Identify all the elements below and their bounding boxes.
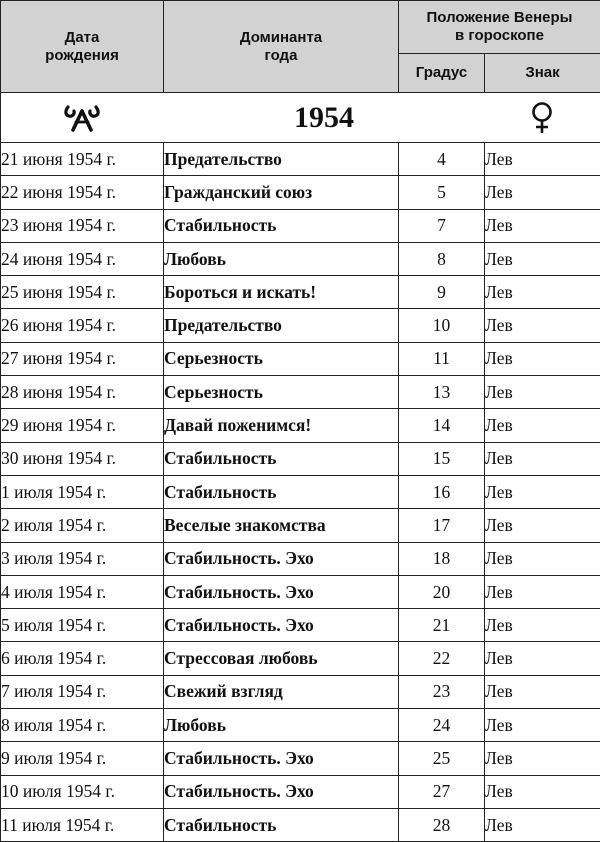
degree-cell: 11 bbox=[399, 342, 485, 375]
dominant-cell: Серьезность bbox=[164, 342, 399, 375]
date-cell: 25 июня 1954 г. bbox=[1, 276, 164, 309]
sign-cell: Лев bbox=[485, 475, 600, 508]
table-row bbox=[1, 176, 600, 209]
dominant-cell: Стабильность. Эхо bbox=[164, 742, 399, 775]
degree-cell: 21 bbox=[399, 609, 485, 642]
date-cell: 10 июля 1954 г. bbox=[1, 775, 164, 808]
degree-cell: 18 bbox=[399, 542, 485, 575]
sign-cell: Лев bbox=[485, 209, 600, 242]
table-row bbox=[1, 509, 600, 542]
sign-cell: Лев bbox=[485, 176, 600, 209]
sign-cell: Лев bbox=[485, 808, 600, 841]
table-row bbox=[1, 309, 600, 342]
date-cell: 1 июля 1954 г. bbox=[1, 475, 164, 508]
degree-cell: 25 bbox=[399, 742, 485, 775]
sign-cell: Лев bbox=[485, 376, 600, 409]
year-row bbox=[1, 93, 600, 143]
table-row bbox=[1, 409, 600, 442]
header-date-label: Дата рождения bbox=[45, 29, 119, 64]
venus-symbol-cell bbox=[485, 93, 600, 143]
date-cell: 29 июня 1954 г. bbox=[1, 409, 164, 442]
table-row bbox=[1, 642, 600, 675]
sign-cell: Лев bbox=[485, 242, 600, 275]
header-degree bbox=[399, 54, 485, 93]
dominant-cell: Гражданский союз bbox=[164, 176, 399, 209]
sign-cell: Лев bbox=[485, 742, 600, 775]
table-row bbox=[1, 775, 600, 808]
header-venus-label: Положение Венеры в гороскопе bbox=[427, 9, 573, 44]
sign-cell: Лев bbox=[485, 575, 600, 608]
degree-cell: 15 bbox=[399, 442, 485, 475]
sign-cell: Лев bbox=[485, 709, 600, 742]
dominant-cell: Стабильность. Эхо bbox=[164, 609, 399, 642]
sign-cell: Лев bbox=[485, 276, 600, 309]
table-row bbox=[1, 442, 600, 475]
date-cell: 6 июля 1954 г. bbox=[1, 642, 164, 675]
sign-cell: Лев bbox=[485, 609, 600, 642]
dominant-cell: Веселые знакомства bbox=[164, 509, 399, 542]
table-row bbox=[1, 276, 600, 309]
dominant-cell: Стабильность bbox=[164, 808, 399, 841]
table-row bbox=[1, 808, 600, 841]
dominant-cell: Стабильность. Эхо bbox=[164, 542, 399, 575]
date-cell: 28 июня 1954 г. bbox=[1, 376, 164, 409]
date-cell: 27 июня 1954 г. bbox=[1, 342, 164, 375]
table-row bbox=[1, 242, 600, 275]
date-cell: 9 июля 1954 г. bbox=[1, 742, 164, 775]
dominant-cell: Стабильность bbox=[164, 442, 399, 475]
date-cell: 11 июля 1954 г. bbox=[1, 808, 164, 841]
degree-cell: 5 bbox=[399, 176, 485, 209]
table-row bbox=[1, 376, 600, 409]
dominant-cell: Свежий взгляд bbox=[164, 675, 399, 708]
date-cell: 5 июля 1954 г. bbox=[1, 609, 164, 642]
date-cell: 24 июня 1954 г. bbox=[1, 242, 164, 275]
header-dominant-label: Доминанта года bbox=[240, 29, 322, 64]
header-degree-label: Градус bbox=[416, 64, 467, 81]
degree-cell: 10 bbox=[399, 309, 485, 342]
dominant-cell: Стабильность bbox=[164, 209, 399, 242]
date-cell: 8 июля 1954 г. bbox=[1, 709, 164, 742]
sign-cell: Лев bbox=[485, 775, 600, 808]
date-cell: 2 июля 1954 г. bbox=[1, 509, 164, 542]
year-label: 1954 bbox=[294, 101, 354, 134]
table-row bbox=[1, 709, 600, 742]
table-row bbox=[1, 609, 600, 642]
sign-cell: Лев bbox=[485, 409, 600, 442]
dominant-cell: Предательство bbox=[164, 309, 399, 342]
degree-cell: 17 bbox=[399, 509, 485, 542]
degree-cell: 4 bbox=[399, 143, 485, 176]
sign-cell: Лев bbox=[485, 642, 600, 675]
degree-cell: 28 bbox=[399, 808, 485, 841]
header-dominant bbox=[164, 1, 399, 93]
dominant-cell: Предательство bbox=[164, 143, 399, 176]
date-cell: 22 июня 1954 г. bbox=[1, 176, 164, 209]
degree-cell: 14 bbox=[399, 409, 485, 442]
degree-cell: 9 bbox=[399, 276, 485, 309]
table-row bbox=[1, 475, 600, 508]
dominant-cell: Любовь bbox=[164, 709, 399, 742]
date-cell: 3 июля 1954 г. bbox=[1, 542, 164, 575]
degree-cell: 7 bbox=[399, 209, 485, 242]
sign-cell: Лев bbox=[485, 309, 600, 342]
sign-cell: Лев bbox=[485, 509, 600, 542]
degree-cell: 24 bbox=[399, 709, 485, 742]
date-cell: 4 июля 1954 г. bbox=[1, 575, 164, 608]
date-cell: 23 июня 1954 г. bbox=[1, 209, 164, 242]
dominant-cell: Стабильность. Эхо bbox=[164, 775, 399, 808]
header-sign-label: Знак bbox=[525, 64, 559, 81]
degree-cell: 22 bbox=[399, 642, 485, 675]
dominant-cell: Бороться и искать! bbox=[164, 276, 399, 309]
sign-cell: Лев bbox=[485, 143, 600, 176]
degree-cell: 20 bbox=[399, 575, 485, 608]
degree-cell: 23 bbox=[399, 675, 485, 708]
date-cell: 26 июня 1954 г. bbox=[1, 309, 164, 342]
date-cell: 7 июля 1954 г. bbox=[1, 675, 164, 708]
header-date bbox=[1, 1, 164, 93]
sign-cell: Лев bbox=[485, 542, 600, 575]
dominant-cell: Давай поженимся! bbox=[164, 409, 399, 442]
degree-cell: 13 bbox=[399, 376, 485, 409]
degree-cell: 27 bbox=[399, 775, 485, 808]
sign-cell: Лев bbox=[485, 442, 600, 475]
venus-icon bbox=[529, 108, 555, 125]
table-row bbox=[1, 342, 600, 375]
aries-like-symbol-icon bbox=[62, 108, 102, 125]
year-cell bbox=[164, 93, 485, 143]
header-sign bbox=[485, 54, 600, 93]
table-row bbox=[1, 542, 600, 575]
dominant-cell: Стрессовая любовь bbox=[164, 642, 399, 675]
table-row bbox=[1, 675, 600, 708]
dominant-cell: Стабильность bbox=[164, 475, 399, 508]
header-venus bbox=[399, 1, 600, 54]
degree-cell: 8 bbox=[399, 242, 485, 275]
dominant-cell: Любовь bbox=[164, 242, 399, 275]
year-symbol-cell bbox=[1, 93, 164, 143]
table-row bbox=[1, 209, 600, 242]
sign-cell: Лев bbox=[485, 342, 600, 375]
sign-cell: Лев bbox=[485, 675, 600, 708]
table-row bbox=[1, 742, 600, 775]
table-row bbox=[1, 575, 600, 608]
degree-cell: 16 bbox=[399, 475, 485, 508]
dominant-cell: Стабильность. Эхо bbox=[164, 575, 399, 608]
dominant-cell: Серьезность bbox=[164, 376, 399, 409]
table-row bbox=[1, 143, 600, 176]
date-cell: 21 июня 1954 г. bbox=[1, 143, 164, 176]
date-cell: 30 июня 1954 г. bbox=[1, 442, 164, 475]
